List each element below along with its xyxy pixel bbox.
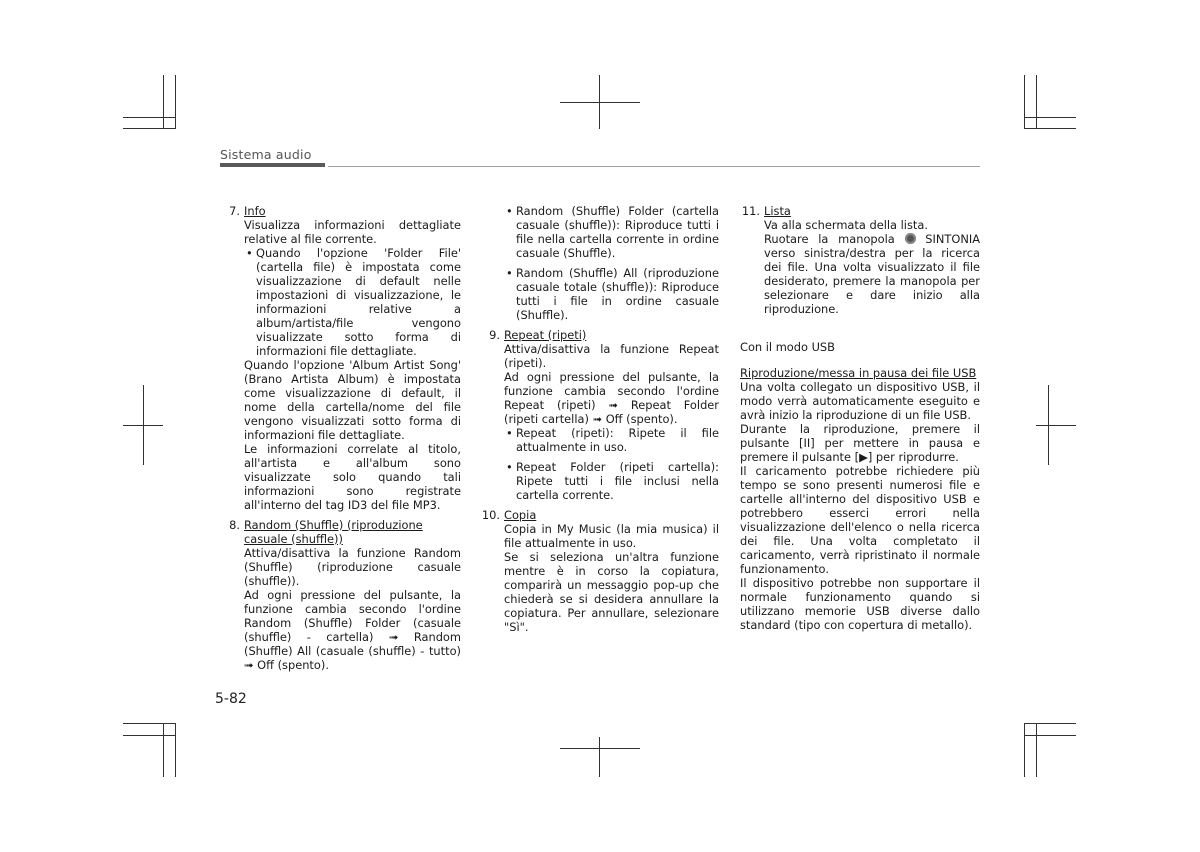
- paragraph: Va alla schermata della lista.: [764, 218, 928, 232]
- item-number: 8.: [229, 518, 240, 532]
- paragraph: Il dispositivo potrebbe non supportare il normale funzionamento quando si utilizzano memorie USB diverse dallo standard (tipo con copertura di metallo).: [740, 576, 980, 632]
- item-number: 11.: [741, 204, 760, 218]
- paragraph: Attiva/disattiva la funzione Random (Shuffle) (riproduzione casuale (shuffle)).: [244, 546, 461, 588]
- bullet-random-folder: • Random (Shuffle) Folder (cartella casuale (shuffle)): Riproduce tutti i file nella cartella corrente in ordine casuale (Shuffle).: [504, 204, 719, 260]
- paragraph: Ruotare la manopola SINTONIA verso sinistra/destra per la ricerca dei file. Una volta visualizzato il file desiderato, premere la manopola per selezionare e dare inizio alla riproduzione.: [764, 232, 980, 316]
- section-title: Sistema audio: [220, 147, 312, 162]
- paragraph: Attiva/disattiva la funzione Repeat (ripeti).: [504, 342, 719, 370]
- page-number: 5-82: [215, 691, 247, 707]
- paragraph: Copia in My Music (la mia musica) il file attualmente in uso.: [504, 522, 719, 550]
- paragraph: Se si seleziona un'altra funzione mentre è in corso la copiatura, comparirà un messaggio pop-up che chiederà se si desidera annullare la copiatura. Per annullare, selezionare "Sì".: [504, 550, 719, 634]
- paragraph: Visualizza informazioni dettagliate relative al file corrente.: [244, 218, 461, 246]
- column-3: [740, 204, 980, 632]
- list-item-lista: [740, 204, 980, 316]
- paragraph: Ad ogni pressione del pulsante, la funzione cambia secondo l'ordine Repeat (ripeti) ➟ Repeat Folder (ripeti cartella) ➟ Off (spento).: [504, 370, 719, 426]
- list-item-copia: [480, 508, 719, 634]
- knob-label: SINTONIA: [925, 232, 980, 246]
- play-icon: ▶: [859, 450, 868, 464]
- item-title-lista: Lista: [764, 204, 791, 218]
- bullet-repeat: • Repeat (ripeti): Ripete il file attualmente in uso.: [504, 426, 719, 454]
- tune-knob-icon: [905, 233, 916, 244]
- item-number: 10.: [481, 508, 500, 522]
- paragraph: Quando l'opzione 'Album Artist Song' (Brano Artista Album) è impostata come visualizzazione di default, il nome della cartella/nome del file vengono visualizzati sotto forma di informazioni file dettagliate.: [244, 358, 461, 442]
- usb-pause-heading: Riproduzione/messa in pausa dei file USB: [740, 366, 977, 380]
- bullet-folder-file: • Quando l'opzione 'Folder File' (cartella file) è impostata come visualizzazione di default nelle impostazioni di visualizzazione, le informazioni relative a album/artista/file vengono visualizzate sotto forma di informazioni file dettagliate.: [244, 246, 461, 358]
- item-number: 7.: [229, 204, 240, 218]
- paragraph: Le informazioni correlate al titolo, all'artista e all'album sono visualizzate solo quando tali informazioni sono registrate all'interno del tag ID3 del file MP3.: [244, 442, 461, 512]
- item-number: 9.: [489, 328, 500, 342]
- bullet-random-all: • Random (Shuffle) All (riproduzione casuale totale (shuffle)): Riproduce tutti i file in ordine casuale (Shuffle).: [504, 266, 719, 322]
- paragraph: Una volta collegato un dispositivo USB, il modo verrà automaticamente eseguito e avrà inizio la riproduzione di un file USB.: [740, 380, 980, 422]
- header-bar: [220, 163, 325, 167]
- item-title-copia: Copia: [504, 508, 537, 522]
- bullet-repeat-folder: • Repeat Folder (ripeti cartella): Ripete tutti i file inclusi nella cartella corrente.: [504, 460, 719, 502]
- item-title-random: Random (Shuffle) (riproduzione casuale (shuffle)): [244, 518, 423, 546]
- paragraph: Il caricamento potrebbe richiedere più tempo se sono presenti numerosi file e cartelle all'interno del dispositivo USB e potrebbero esserci errori nella visualizzazione dell'elenco o nella ricerca dei file. Una volta completato il caricamento, verrà ripristinato il normale funzionamento.: [740, 464, 980, 576]
- column-1: [220, 204, 461, 672]
- list-item-repeat: [480, 328, 719, 502]
- list-item-random: [220, 518, 461, 672]
- item-title-info: Info: [244, 204, 266, 218]
- list-item-info: [220, 204, 461, 512]
- column-2: [480, 204, 719, 634]
- paragraph: Durante la riproduzione, premere il pulsante [II] per mettere in pausa e premere il pulsante [▶] per riprodurre.: [740, 422, 980, 464]
- header-rule: [328, 166, 980, 167]
- item-title-repeat: Repeat (ripeti): [504, 328, 587, 342]
- paragraph: Ad ogni pressione del pulsante, la funzione cambia secondo l'ordine Random (Shuffle) Folder (casuale (shuffle) - cartella) ➟ Random (Shuffle) All (casuale (shuffle) - tutto) ➟ Off (spento).: [244, 588, 461, 672]
- usb-mode-heading: Con il modo USB: [740, 340, 835, 354]
